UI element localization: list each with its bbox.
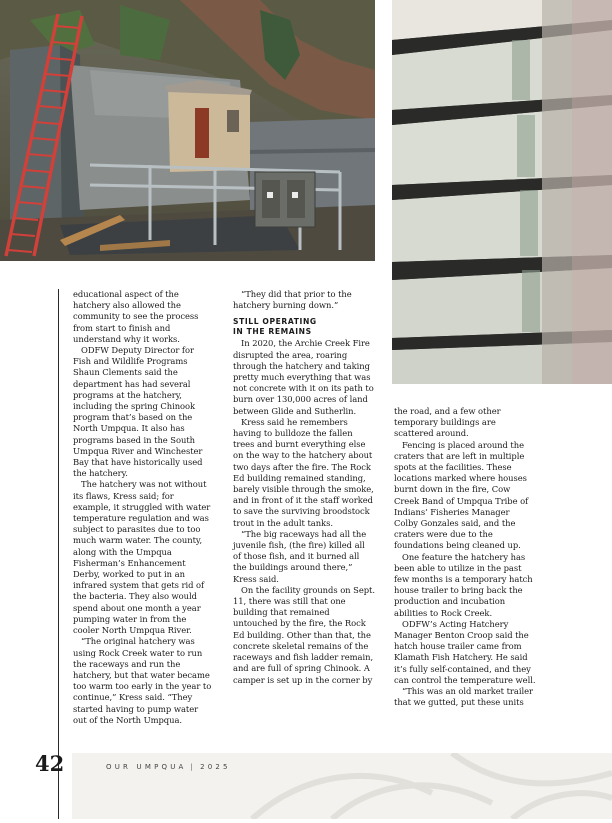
paragraph: ODFW’s Acting Hatchery Manager Benton Croop said the hatch house trailer came from Klamath Fish Hatchery. He said it’s fully self-contained, and they can control the temperature well.	[394, 618, 536, 685]
paragraph: ODFW Deputy Director for Fish and Wildlife Programs Shaun Clements said the department has had several programs at the hatchery, including the spring Chinook program that’s based on the North Umpqua. It also has programs based in the South Umpqua River and Winchester Bay that have historically used the hatchery.	[73, 345, 203, 479]
hatchery-ruins-illustration	[0, 0, 375, 261]
paragraph: “The big raceways had all the juvenile fish, (the fire) killed all of those fish, and it burned all the buildings around there,” Kress said.	[233, 528, 367, 584]
paragraph: “This was an old market trailer that we gutted, put these units	[394, 686, 533, 708]
hatchery-ruins-photo	[0, 0, 375, 261]
paragraph: Fencing is placed around the craters that are left in multiple spots at the facilities. These locations marked where houses burnt down in the fire, Cow Creek Band of Umpqua Tribe of Indians’ Fisheries Manager Colby Gonzales said, and the craters were due to the foundations being cleaned up.	[394, 439, 529, 551]
publication-year: 2025	[200, 763, 231, 771]
paragraph: In 2020, the Archie Creek Fire disrupted the area, roaring through the hatchery and taking pretty much everything that was not concrete with it on its path to burn over 130,000 acres of land between Glide and Sutherlin.	[233, 338, 374, 416]
paragraph: “The original hatchery was using Rock Creek water to run the raceways and run the hatchery, but that water became too warm too early in the year to continue,” Kress said. “They started having to pump water out of the North Umpqua.	[73, 636, 212, 725]
paragraph: educational aspect of the hatchery also allowed the community to see the process from start to finish and understand why it works.	[73, 289, 199, 344]
raceway-fence-closeup-photo	[392, 0, 612, 384]
paragraph: the road, and a few other temporary buildings are scattered around.	[394, 406, 501, 439]
raceway-fence-closeup-illustration	[392, 0, 612, 384]
paragraph: The hatchery was not without its flaws, Kress said; for example, it struggled with water temperature regulation and was subject to parasites due to too much warm water. The county, along with the Umpqua Fisherman’s Enhancement Derby, worked to put in an infrared system that gets rid of the bacteria. They also would spend about one month a year pumping water in from the cooler North Umpqua River.	[73, 479, 211, 636]
paragraph: On the facility grounds on Sept. 11, there was still that one building that remained untouched by the fire, the Rock Ed building. Other than that, the concrete skeletal remains of the raceways and fish ladder remain, and are full of spring Chinook. A camper is set up in the corner by	[233, 584, 375, 685]
subhead-line: IN THE REMAINS	[233, 327, 312, 337]
article-column-2	[233, 289, 375, 686]
section-subhead	[233, 317, 375, 337]
subhead-line: STILL OPERATING	[233, 317, 317, 327]
article-column-1	[73, 289, 213, 726]
paragraph: One feature the hatchery has been able to utilize in the past few months is a temporary hatch house trailer to bring back the production and incubation abilities to Rock Creek.	[394, 551, 533, 618]
article-column-3	[394, 406, 536, 708]
footer-publication	[106, 763, 231, 771]
page-number: 42	[35, 751, 65, 776]
paragraph: “They did that prior to the hatchery burning down.”	[233, 289, 352, 311]
column-rule	[58, 289, 59, 819]
footer-separator: |	[190, 763, 197, 771]
paragraph: Kress said he remembers having to bulldoze the fallen trees and burnt everything else on the way to the hatchery about two days after the fire. The Rock Ed building remained standing, barely visible through the smoke, and in front of it the staff worked to save the surviving broodstock trout in the adult tanks.	[233, 416, 374, 528]
publication-name: OUR UMPQUA	[106, 763, 187, 771]
